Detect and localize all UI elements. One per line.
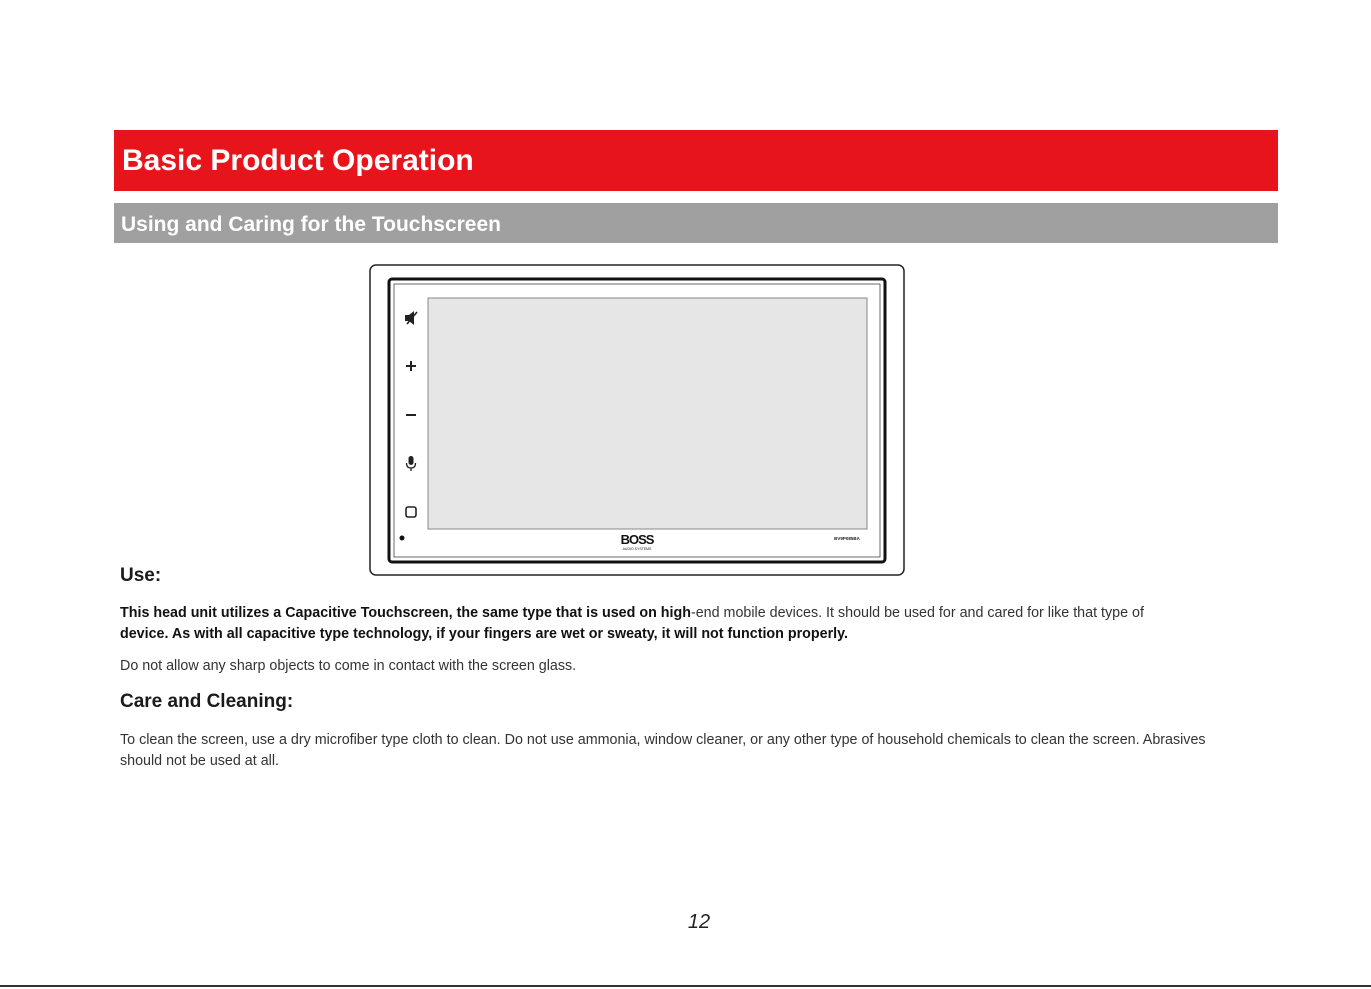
- care-paragraph: To clean the screen, use a dry microfiber type cloth to clean. Do not use ammonia, window cleaner, or any other type of household chemicals to clean the screen. Abrasives should not be used at all.: [120, 732, 1206, 769]
- use-heading: Use:: [120, 565, 162, 586]
- indicator-dot: [400, 536, 405, 541]
- page-number: 12: [687, 911, 711, 933]
- use-paragraph: [120, 603, 1260, 645]
- brand-logo: BOSS: [620, 532, 654, 547]
- brand-subtitle: AUDIO SYSTEMS: [622, 547, 652, 551]
- model-number: BV9P085BA: [834, 536, 860, 541]
- care-heading: Care and Cleaning:: [120, 691, 294, 712]
- section-title: Using and Caring for the Touchscreen: [114, 203, 1278, 243]
- use-plain-text: -end mobile devices. It should be used for and cared for like that type of: [690, 605, 1144, 621]
- sharp-objects-warning: Do not allow any sharp objects to come in contact with the screen glass.: [120, 658, 577, 674]
- page-bottom-rule: [0, 985, 1371, 987]
- head-unit-illustration: [369, 264, 905, 576]
- page-title: Basic Product Operation: [114, 130, 1278, 191]
- use-bold-text: This head unit utilizes a Capacitive Touchscreen, the same type that is used on high: [120, 605, 691, 621]
- touchscreen: [428, 298, 867, 529]
- use-bold-text-2: device. As with all capacitive type technology, if your fingers are wet or sweaty, it will not function properly.: [120, 626, 848, 642]
